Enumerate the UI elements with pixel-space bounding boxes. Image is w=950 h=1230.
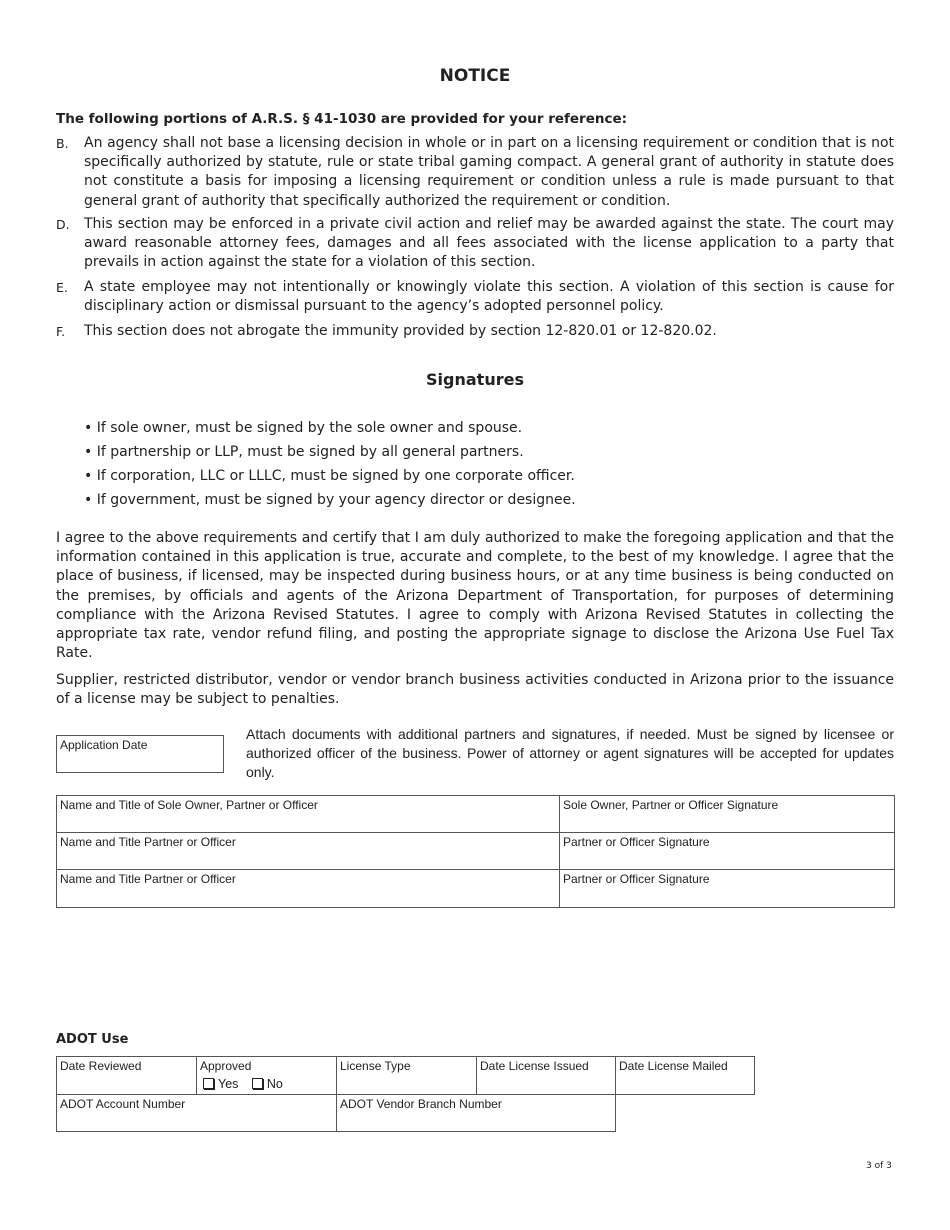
name-title-field[interactable] xyxy=(56,832,560,870)
name-title-field[interactable] xyxy=(56,869,560,908)
page-number: 3 of 3 xyxy=(866,1161,892,1171)
application-date-field[interactable] xyxy=(56,735,224,773)
attach-documents-note: Attach documents with additional partners and signatures, if needed. Must be signed by licensee or authorized officer of the business. Power of attorney or agent signatures will be accepted for updates only. xyxy=(246,726,894,780)
date-reviewed-field[interactable] xyxy=(56,1056,197,1095)
name-title-label: Name and Title Partner or Officer xyxy=(60,872,236,886)
signature-rule: • If partnership or LLP, must be signed by all general partners. xyxy=(84,444,524,460)
signatures-title: Signatures xyxy=(426,370,524,389)
date-reviewed-label: Date Reviewed xyxy=(60,1059,142,1073)
adot-account-number-label: ADOT Account Number xyxy=(60,1097,186,1111)
statute-item-text: This section does not abrogate the immunity provided by section 12-820.01 or 12-820.02. xyxy=(84,323,717,339)
name-title-label: Name and Title of Sole Owner, Partner or Officer xyxy=(60,798,318,812)
signature-rule: • If sole owner, must be signed by the sole owner and spouse. xyxy=(84,420,523,436)
statute-reference-heading: The following portions of A.R.S. § 41-1030 are provided for your reference: xyxy=(56,111,628,127)
adot-vendor-branch-number-label: ADOT Vendor Branch Number xyxy=(340,1097,502,1111)
statute-item-text: An agency shall not base a licensing decision in whole or in part on a licensing requirement or condition that is not specifically authorized by statute, rule or state tribal gaming compact. A general grant of authority in statute does not constitute a basis for imposing a licensing requirement or condition unless a rule is made pursuant to that general grant of authority that specifically authorized the requirement or condition. xyxy=(84,135,894,209)
license-type-field[interactable] xyxy=(336,1056,477,1095)
certification-paragraph: I agree to the above requirements and certify that I am duly authorized to make the foregoing application and that the information contained in this application is true, accurate and complete, to the best of my knowledge. I agree that the place of business, if licensed, may be inspected during business hours, or at any time business is being conducted on the premises, by officials and agents of the Arizona Department of Transportation, for purposes of determining compliance with the Arizona Revised Statutes. I agree to comply with Arizona Revised Statutes in collecting the appropriate tax rate, vendor refund filing, and posting the appropriate signage to disclose the Arizona Use Fuel Tax Rate. xyxy=(56,530,894,662)
notice-title: NOTICE xyxy=(439,66,511,86)
signature-field[interactable] xyxy=(559,832,895,870)
license-type-label: License Type xyxy=(340,1059,411,1073)
item-letter: E. xyxy=(56,280,68,295)
statute-item-text: A state employee may not intentionally or knowingly violate this section. A violation of this section is cause for disciplinary action or dismissal pursuant to the agency’s adopted personnel policy. xyxy=(84,279,894,315)
date-license-issued-field[interactable] xyxy=(476,1056,616,1095)
adot-vendor-branch-number-field[interactable] xyxy=(336,1094,616,1132)
signature-label: Partner or Officer Signature xyxy=(563,835,710,849)
no-label: No xyxy=(266,1077,283,1091)
application-date-label: Application Date xyxy=(60,738,148,752)
date-license-mailed-field[interactable] xyxy=(615,1056,755,1095)
item-letter: F. xyxy=(56,324,66,339)
name-title-label: Name and Title Partner or Officer xyxy=(60,835,236,849)
approved-field xyxy=(196,1056,337,1095)
approved-label: Approved xyxy=(200,1059,252,1073)
signature-rule: • If government, must be signed by your agency director or designee. xyxy=(84,492,576,508)
adot-account-number-field[interactable] xyxy=(56,1094,337,1132)
statute-item-text: This section may be enforced in a private civil action and relief may be awarded against the state. The court may award reasonable attorney fees, damages and all fees associated with the license application to a party that prevails in action against the state for a violation of this section. xyxy=(84,216,894,271)
date-license-issued-label: Date License Issued xyxy=(480,1059,589,1073)
no-checkbox[interactable] xyxy=(252,1078,263,1089)
adot-use-heading: ADOT Use xyxy=(56,1032,129,1047)
signature-rule: • If corporation, LLC or LLLC, must be signed by one corporate officer. xyxy=(84,468,575,484)
date-license-mailed-label: Date License Mailed xyxy=(619,1059,728,1073)
signature-field[interactable] xyxy=(559,869,895,908)
signature-label: Sole Owner, Partner or Officer Signature xyxy=(563,798,779,812)
signature-label: Partner or Officer Signature xyxy=(563,872,710,886)
item-letter: D. xyxy=(56,217,70,232)
penalty-paragraph: Supplier, restricted distributor, vendor or vendor branch business activities conducted in Arizona prior to the issuance of a license may be subject to penalties. xyxy=(56,672,894,708)
yes-label: Yes xyxy=(218,1077,239,1091)
name-title-field[interactable] xyxy=(56,795,560,833)
item-letter: B. xyxy=(56,136,69,151)
signature-field[interactable] xyxy=(559,795,895,833)
yes-checkbox[interactable] xyxy=(203,1078,214,1089)
approved-options xyxy=(203,1077,283,1091)
